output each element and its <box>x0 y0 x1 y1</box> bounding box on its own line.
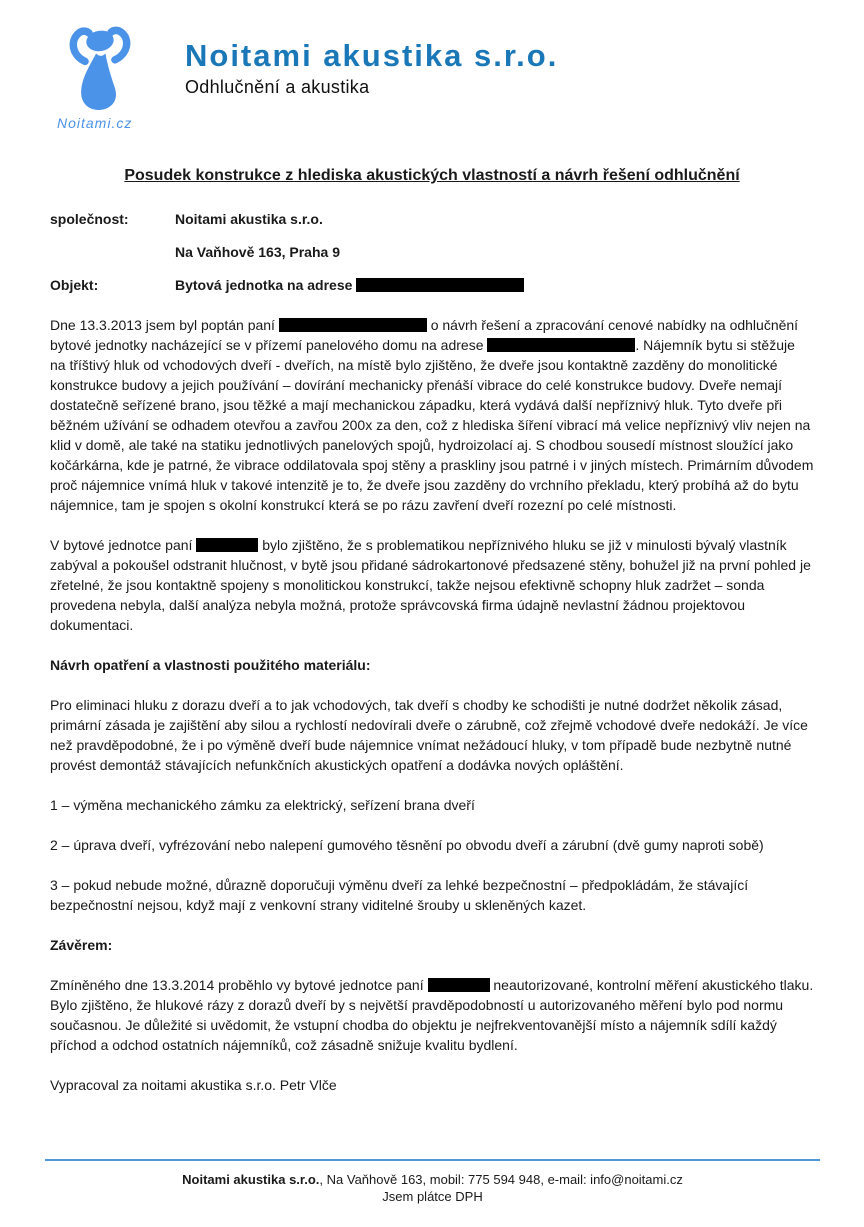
footer-vat-note: Jsem plátce DPH <box>382 1189 483 1204</box>
document-body <box>50 315 814 1095</box>
signature-line: Vypracoval za noitami akustika s.r.o. Petr Vlče <box>50 1077 337 1093</box>
redacted-text <box>356 278 524 292</box>
findings-paragraph: V bytové jednotce paní bylo zjištěno, že s problematikou nepříznivého hluku se již v minulosti bývalý vlastník zabýval a pokoušel odstranit hlučnost, v bytě jsou přidané sádrokartonové předsazené stěny, bohužel již na první pohled je zřetelné, že jsou kontaktně spojeny s monolitickou konstrukcí, takže nejsou efektivně schopny hluk zadržet – sonda provedena nebyla, další analýza nebyla možná, protože správcovská firma údajně nevlastní žádnou projektovou dokumentaci. <box>50 537 811 633</box>
intro-paragraph: Dne 13.3.2013 jsem byl poptán paní o návrh řešení a zpracování cenové nabídky na odhlučnění bytové jednotky nacházející se v přízemí panelového domu na adrese . Nájemník bytu si stěžuje na tříštivý hluk od vchodových dveří - dveřích, na místě bylo zjištěno, že dveře jsou kontaktně zazděny do monolitické konstrukce budovy a jejich používání – dovírání mechanicky přenáší vibrace do celé konstrukce budovy. Dveře nemají dostatečně seřízené brano, jsou těžké a mají mechanickou západku, která vydává další nepříznivý hluk. Tyto dveře při běžném užívání se odhadem otevřou a zavřou 200x za den, což z hlediska šíření vibrací má velice nepříznivý vliv nejen na klid v domě, ale také na statiku jednotlivých panelových spojů, hydroizolací aj. S chodbou sousedí místnost sloužící jako kočárkárna, kde je patrné, že vibrace oddilatovala spoj stěny a praskliny jsou patrné i v jiných místech. Primárním důvodem proč nájemnice vnímá hluk v takové intenzitě je to, že dveře jsou zazděny do vrchního překladu, který probíhá až do bytu nájemnice, tam je spojen s okolní konstrukcí která se po rázu zavření dveří rozezní po celé místnosti. <box>50 317 814 513</box>
footer-contact-details: , Na Vaňhově 163, mobil: 775 594 948, e-mail: info@noitami.cz <box>319 1172 683 1187</box>
document-title: Posudek konstrukce z hlediska akustických vlastností a návrh řešení odhlučnění <box>124 167 740 184</box>
footer-company-name: Noitami akustika s.r.o. <box>182 1172 320 1187</box>
proposal-paragraph: Pro eliminaci hluku z dorazu dveří a to jak vchodových, tak dveří s chodby ke schodišti je nutné dodržet několik zásad, primární zásada je zajištění aby silou a rychlostí nedovírali dveře o zárubně, což zřejmě vchodové dveře nedokáží. Je více než pravděpodobné, že i po výměně dveří bude nájemnice vnímat nežádoucí hluky, v tom případě bude nezbytně nutné provést demontáž stávajících nefunkčních akustických opatření a dodávka nových opláštění. <box>50 697 808 773</box>
redacted-text <box>428 978 490 992</box>
person-arms-raised-icon <box>57 26 143 114</box>
list-item-1: 1 – výměna mechanického zámku za elektrický, seřízení brana dveří <box>50 797 475 813</box>
logo-caption: Noitami.cz <box>57 115 133 131</box>
company-logo <box>57 26 157 131</box>
list-item-3: 3 – pokud nebude možné, důrazně doporučuji výměnu dveří za lehké bezpečnostní – předpokládám, že stávající bezpečnostní nejsou, když mají z venkovní strany viditelné šrouby u skleněných kazet. <box>50 877 749 913</box>
meta-row <box>50 242 814 262</box>
redacted-text <box>279 318 427 332</box>
footer-contact-line <box>45 1171 820 1188</box>
meta-value: Noitami akustika s.r.o. <box>175 211 323 227</box>
footer-divider <box>45 1159 820 1161</box>
redacted-text <box>196 538 258 552</box>
meta-label: Objekt: <box>50 277 99 293</box>
company-tagline: Odhlučnění a akustika <box>185 76 370 97</box>
company-name: Noitami akustika s.r.o. <box>185 38 559 73</box>
meta-value: Na Vaňhově 163, Praha 9 <box>175 244 340 260</box>
letterhead <box>57 26 817 148</box>
meta-value: Bytová jednotka na adrese <box>175 275 814 295</box>
meta-label: společnost: <box>50 211 129 227</box>
meta-row <box>50 275 814 295</box>
conclusion-paragraph: Zmíněného dne 13.3.2014 proběhlo vy bytové jednotce paní neautorizované, kontrolní měření akustického tlaku. Bylo zjištěno, že hlukové rázy z dorazů dveří by s největší pravděpodobností u autorizovaného měření bylo pod normu současnou. Je důležité si uvědomit, že vstupní chodba do objektu je nejfrekventovanější místo a nájemník sdílí každý příchod a odchod ostatních nájemníků, což zásadně snižuje kvalitu bydlení. <box>50 977 814 1053</box>
meta-rows <box>50 209 814 295</box>
meta-row <box>50 209 814 229</box>
list-item-2: 2 – úprava dveří, vyfrézování nebo nalepení gumového těsnění po obvodu dveří a zárubní (dvě gumy naproti sobě) <box>50 837 764 853</box>
footer <box>45 1159 820 1205</box>
section-heading-proposal: Návrh opatření a vlastnosti použitého materiálu: <box>50 657 371 673</box>
document-content <box>50 165 814 1115</box>
redacted-text <box>487 338 635 352</box>
company-block <box>185 38 805 98</box>
section-heading-conclusion: Závěrem: <box>50 937 113 953</box>
meta-label <box>50 242 175 262</box>
